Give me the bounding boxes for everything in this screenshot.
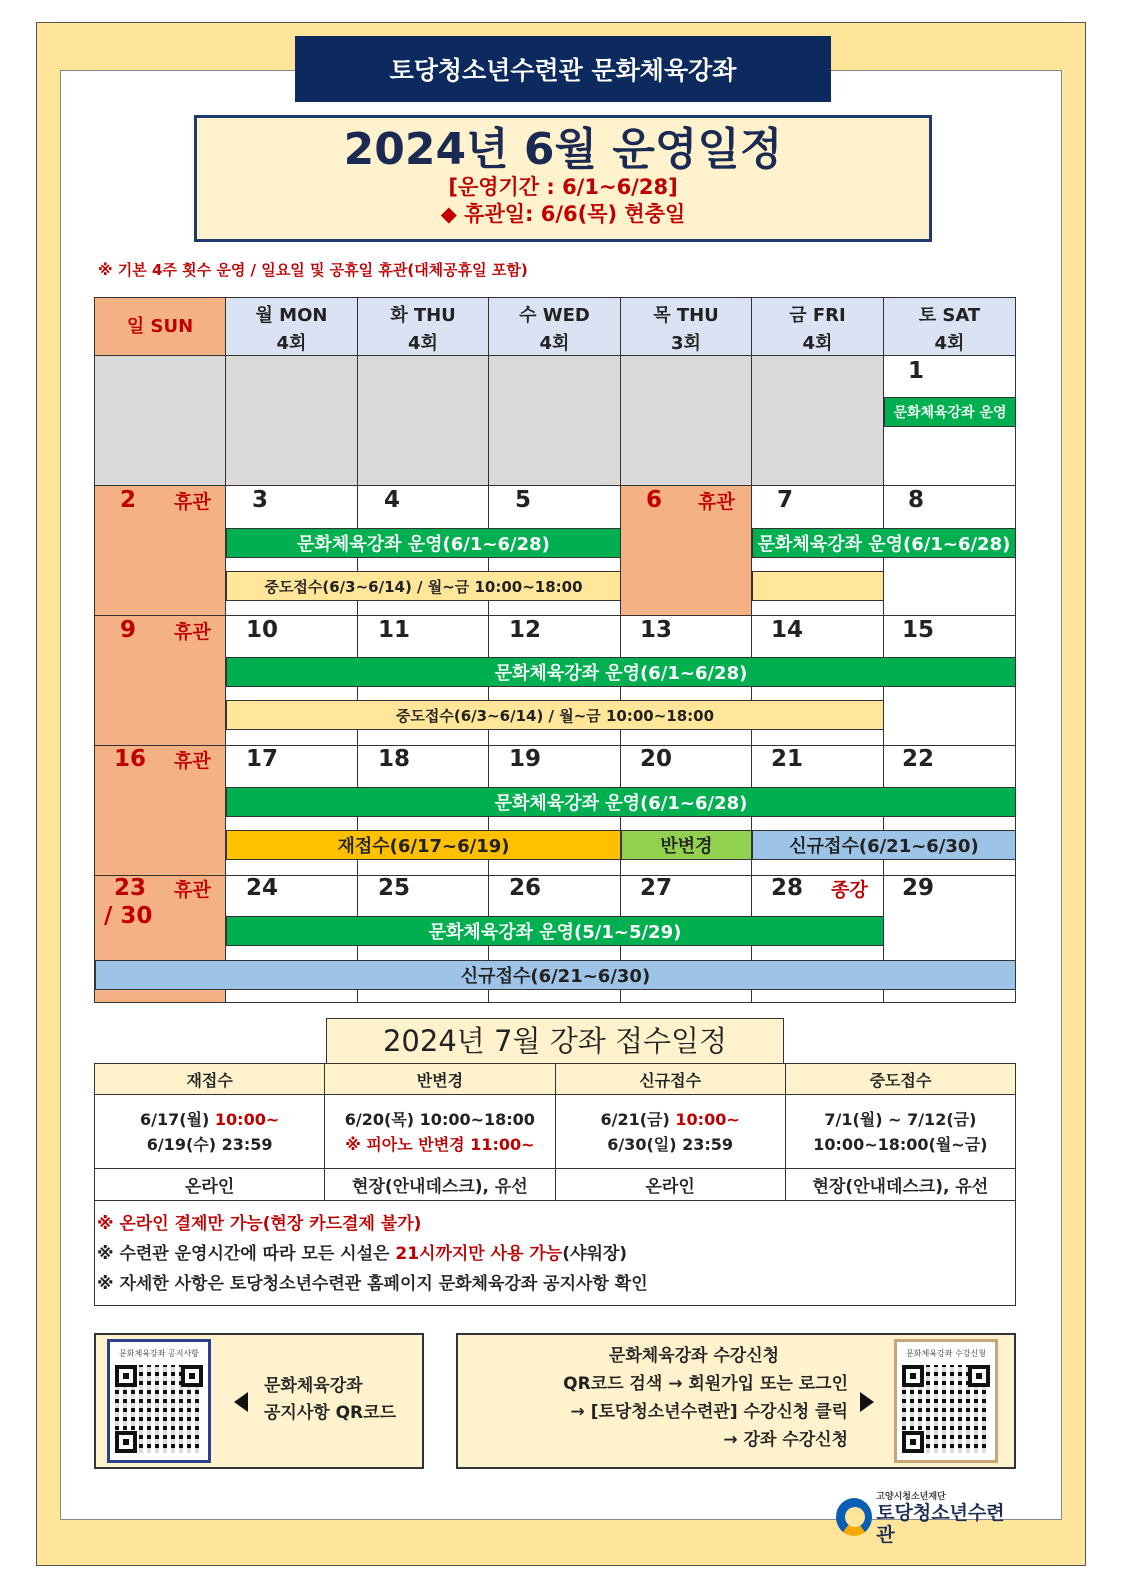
july-head-row [95,1064,1015,1095]
qr-finder [968,1365,990,1387]
logo-icon [836,1498,872,1536]
date-start: 6/21(금) [600,1109,676,1129]
date-end: 6/30(일) 23:59 [607,1134,734,1154]
qr-code-icon [115,1365,203,1453]
header-thu [621,298,752,356]
new-reg-bar-week5: 신규접수(6/21~6/30) [95,960,1016,990]
day-number: / 30 [104,903,153,929]
header-sat [884,298,1016,356]
day-number: 17 [246,746,279,772]
class-change-bar: 반변경 [621,830,752,860]
date-start: 7/1(월) ~ 7/12(금) [824,1109,977,1129]
op-bar-week5: 문화체육강좌 운영(5/1~5/29) [226,916,884,946]
july-title: 2024년 7월 강좌 접수일정 [326,1018,784,1064]
closed-day: ◆ 휴관일: 6/6(목) 현충일 [440,201,686,226]
header-wed-count: 4회 [539,333,570,354]
header-tue-label: 화 THU [390,305,456,326]
qr-caption: 문화체육강좌 수강신청 [906,1349,986,1358]
time-start: 10:00~ [214,1109,280,1129]
day-number: 22 [902,746,935,772]
header-tue-count: 4회 [408,333,438,354]
day-number: 9 [120,617,137,643]
day-number: 8 [908,487,925,513]
july-method-row [95,1169,1015,1201]
day-number: 19 [509,746,542,772]
day-number: 18 [378,746,411,772]
day-number: 5 [515,487,532,513]
qr-finder [115,1431,137,1453]
day-number: 21 [771,746,804,772]
day-number: 15 [902,617,935,643]
header-fri [752,298,884,356]
july-method-cell: 현장(안내데스크), 유선 [325,1169,555,1201]
qr-finder [902,1431,924,1453]
day-number: 24 [246,875,279,901]
header-band: 토당청소년수련관 문화체육강좌 [295,36,831,102]
day-number: 12 [509,617,542,643]
notice-qr-text [264,1373,396,1427]
header-mon [226,298,358,356]
date-end: 10:00~18:00(월~금) [813,1134,988,1154]
closed-label: 휴관 [174,879,211,901]
day-number: 13 [640,617,673,643]
header-mon-count: 4회 [276,333,307,354]
day-number: 20 [640,746,673,772]
day-number: 10 [246,617,279,643]
july-notes [95,1201,1015,1305]
week1-mon [226,356,358,486]
closed-label: 휴관 [174,621,211,643]
logo-small: 고양시청소년재단 [876,1491,946,1502]
day-number: 29 [902,875,935,901]
apply-title: 문화체육강좌 수강신청 [608,1346,780,1366]
qr-finder [902,1365,924,1387]
op-bar-week3: 문화체육강좌 운영(6/1~6/28) [226,657,1016,687]
qr-finder [115,1365,137,1387]
operation-period: [운영기간 : 6/1~6/28] [448,175,678,200]
july-head-cell: 중도접수 [786,1064,1015,1095]
notice-qr-code[interactable] [107,1339,211,1463]
closed-label: 휴관 [174,750,211,772]
op-bar-week4: 문화체육강좌 운영(6/1~6/28) [226,787,1016,817]
date-start: 6/20(목) 10:00~18:00 [344,1109,535,1129]
re-reg-bar: 재접수(6/17~6/19) [226,830,621,860]
piano-note: ※ 피아노 반변경 11:00~ [345,1134,535,1154]
july-method-cell: 온라인 [95,1169,325,1201]
day-number: 14 [771,617,804,643]
logo-name: 토당청소년수련관 [876,1501,1005,1546]
july-head-cell: 신규접수 [556,1064,786,1095]
july-date-cell [325,1095,555,1169]
day-number: 16 [114,746,147,772]
july-date-row [95,1095,1015,1169]
week1-fri [752,356,884,486]
july-head-cell: 반변경 [325,1064,555,1095]
op-bar-week1: 문화체육강좌 운영 [884,397,1016,427]
header-mon-label: 월 MON [255,305,328,326]
header-sat-label: 토 SAT [918,305,981,326]
apply-qr-text [540,1342,848,1454]
note-2-suffix: (샤워장) [562,1244,628,1264]
op-bar-week2-left: 문화체육강좌 운영(6/1~6/28) [226,528,621,558]
day-number: 27 [640,875,673,901]
july-table [94,1063,1016,1306]
note-1: ※ 온라인 결제만 가능(현장 카드결제 불가) [97,1214,422,1234]
july-method-cell: 온라인 [556,1169,786,1201]
qr-caption: 문화체육강좌 공지사항 [119,1349,199,1358]
header-wed-label: 수 WED [519,305,590,326]
day-number: 26 [509,875,542,901]
day-number: 2 [120,487,137,513]
closed-label: 휴관 [698,491,735,513]
apply-step3: → 강좌 수강신청 [723,1430,848,1450]
apply-qr-code[interactable] [894,1339,998,1463]
top-note: ※ 기본 4주 횟수 운영 / 일요일 및 공휴일 휴관(대체공휴일 포함) [98,261,528,279]
july-method-cell: 현장(안내데스크), 유선 [786,1169,1015,1201]
arrow-right-icon [860,1392,874,1412]
arrow-left-icon [234,1392,248,1412]
header-sun [95,298,226,356]
day-number: 25 [378,875,411,901]
qr-finder [181,1365,203,1387]
apply-step1: QR코드 검색 → 회원가입 또는 로그인 [563,1374,848,1394]
page-title: 2024년 6월 운영일정 [343,124,783,175]
week1-thu [621,356,752,486]
day-number: 1 [908,358,925,384]
org-logo [836,1491,1016,1546]
week1-tue [358,356,489,486]
july-date-line [601,1107,740,1132]
note-2-highlight: 21시까지만 사용 가능 [395,1244,563,1264]
mid-reg-bar-week2-fri [752,571,884,601]
header-sun-label: 일 SUN [126,315,194,337]
date-start: 6/17(월) [140,1109,215,1129]
header-thu-count: 3회 [671,333,701,354]
date-end: 6/19(수) 23:59 [146,1134,273,1154]
title-box [194,115,932,242]
mid-reg-bar-week3: 중도접수(6/3~6/14) / 월~금 10:00~18:00 [226,700,884,730]
day-number: 11 [378,617,411,643]
note-2-text: ※ 수련관 운영시간에 따라 모든 시설은 [97,1244,396,1264]
notice-qr-line2: 공지사항 QR코드 [264,1403,396,1423]
week1-sun [95,356,226,486]
week1-wed [489,356,621,486]
logo-text [876,1489,1016,1546]
op-bar-week2-right: 문화체육강좌 운영(6/1~6/28) [752,528,1016,558]
new-reg-bar-week4: 신규접수(6/21~6/30) [752,830,1016,860]
july-date-cell [556,1095,786,1169]
day-number: 6 [646,487,663,513]
day-number: 28 [771,875,804,901]
notice-qr-line1: 문화체육강좌 [264,1376,363,1396]
july-date-cell [786,1095,1015,1169]
header-tue [358,298,489,356]
day-number: 7 [777,487,794,513]
time-start: 10:00~ [675,1109,740,1129]
header-fri-count: 4회 [802,333,833,354]
header-sat-count: 4회 [934,333,965,354]
note-3: ※ 자세한 사항은 토당청소년수련관 홈페이지 문화체육강좌 공지사항 확인 [97,1274,648,1294]
header-wed [489,298,621,356]
note-2 [97,1239,1013,1269]
july-head-cell: 재접수 [95,1064,325,1095]
apply-step2: → [토당청소년수련관] 수강신청 클릭 [570,1402,848,1422]
qr-code-icon [902,1365,990,1453]
day-number: 23 [114,875,147,901]
day-number: 4 [384,487,401,513]
header-thu-label: 목 THU [653,305,719,326]
july-date-line [140,1107,279,1132]
last-class-label: 종강 [831,879,868,901]
mid-reg-bar-week2: 중도접수(6/3~6/14) / 월~금 10:00~18:00 [226,571,621,601]
closed-label: 휴관 [174,491,211,513]
july-date-cell [95,1095,325,1169]
day-number: 3 [252,487,269,513]
header-fri-label: 금 FRI [789,305,846,326]
